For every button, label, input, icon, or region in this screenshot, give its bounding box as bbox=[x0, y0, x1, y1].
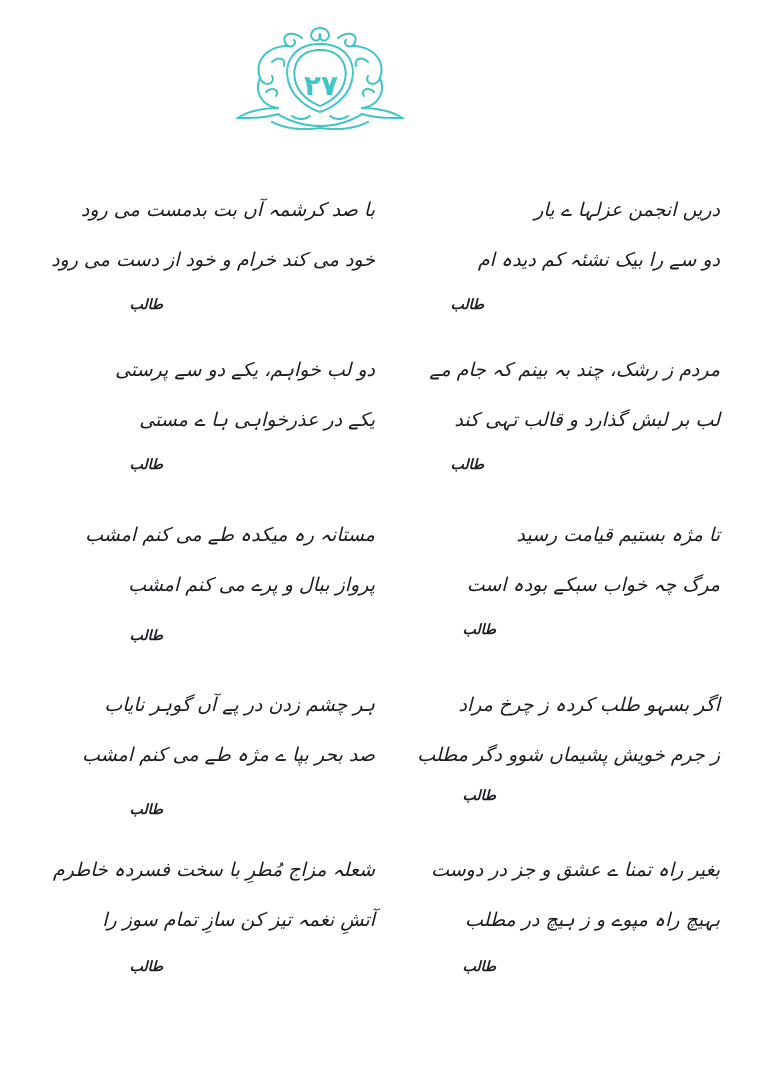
couplet bbox=[70, 680, 375, 818]
verse-line: آتشِ نغمہ تیز کن سازِ تمام سوز را bbox=[102, 909, 375, 931]
couplet bbox=[417, 680, 720, 804]
verse-line: یکے در عذرخواہی ہا ے مستی bbox=[139, 409, 375, 431]
verse-line: صد بحر بپا ے مژہ طے می کنم امشب bbox=[82, 744, 375, 766]
verse-line: ز جرم خویش پشیماں شوو دگر مطلب bbox=[417, 744, 720, 766]
verse-line: با صد کرشمہ آں بت بدمست می رود bbox=[80, 199, 375, 221]
couplet bbox=[420, 185, 720, 313]
verse-line: ہر چشم زدن در پے آں گوہر نایاب bbox=[104, 694, 375, 716]
verse-line: تا مژہ بستیم قیامت رسید bbox=[516, 524, 720, 546]
couplet bbox=[420, 845, 720, 975]
poet-signature: طالب bbox=[129, 802, 163, 818]
verse-line: دو سے را بیک نشئہ کم دیدہ ام bbox=[477, 249, 720, 271]
couplet bbox=[420, 510, 720, 638]
verse-line: دو لب خواہم، یکے دو سے پرستی bbox=[115, 359, 375, 381]
couplet bbox=[70, 510, 375, 644]
poet-signature: طالب bbox=[129, 628, 163, 644]
verse-line: اگر بسہو طلب کردہ ز چرخ مراد bbox=[458, 694, 720, 716]
verse-line: لب بر لبش گذارد و قالب تہی کند bbox=[454, 409, 720, 431]
verse-line: دریں انجمن عزلہا ے یار bbox=[534, 199, 720, 221]
poet-signature: طالب bbox=[129, 457, 163, 473]
couplet bbox=[52, 845, 375, 975]
poet-signature: طالب bbox=[462, 959, 496, 975]
couplet bbox=[51, 185, 375, 313]
verse-line: پرواز ببال و پرے می کنم امشب bbox=[128, 574, 375, 596]
verse-line: مردم ز رشک، چند بہ بینم کہ جام مے bbox=[429, 359, 720, 381]
verse-line: مرگ چہ خواب سبکے بودہ است bbox=[466, 574, 720, 596]
poet-signature: طالب bbox=[450, 457, 484, 473]
poet-signature: طالب bbox=[462, 622, 496, 638]
verse-line: خود می کند خرام و خود از دست می رود bbox=[51, 249, 375, 271]
verse-line: بہیچ راہ مپوے و ز ہیچ در مطلب bbox=[465, 909, 720, 931]
poet-signature: طالب bbox=[462, 788, 496, 804]
verse-line: بغیر راہ تمنا ے عشق و جز در دوست bbox=[431, 859, 720, 881]
couplet bbox=[420, 345, 720, 473]
poet-signature: طالب bbox=[129, 959, 163, 975]
page-number: ۲۷ bbox=[303, 69, 339, 102]
verse-line: شعلہ مزاج مُطرِ با سخت فسردہ خاطرم bbox=[52, 859, 375, 881]
poet-signature: طالب bbox=[450, 297, 484, 313]
couplet bbox=[70, 345, 375, 473]
poet-signature: طالب bbox=[129, 297, 163, 313]
verse-line: مستانہ رہ میکدہ طے می کنم امشب bbox=[85, 524, 375, 546]
